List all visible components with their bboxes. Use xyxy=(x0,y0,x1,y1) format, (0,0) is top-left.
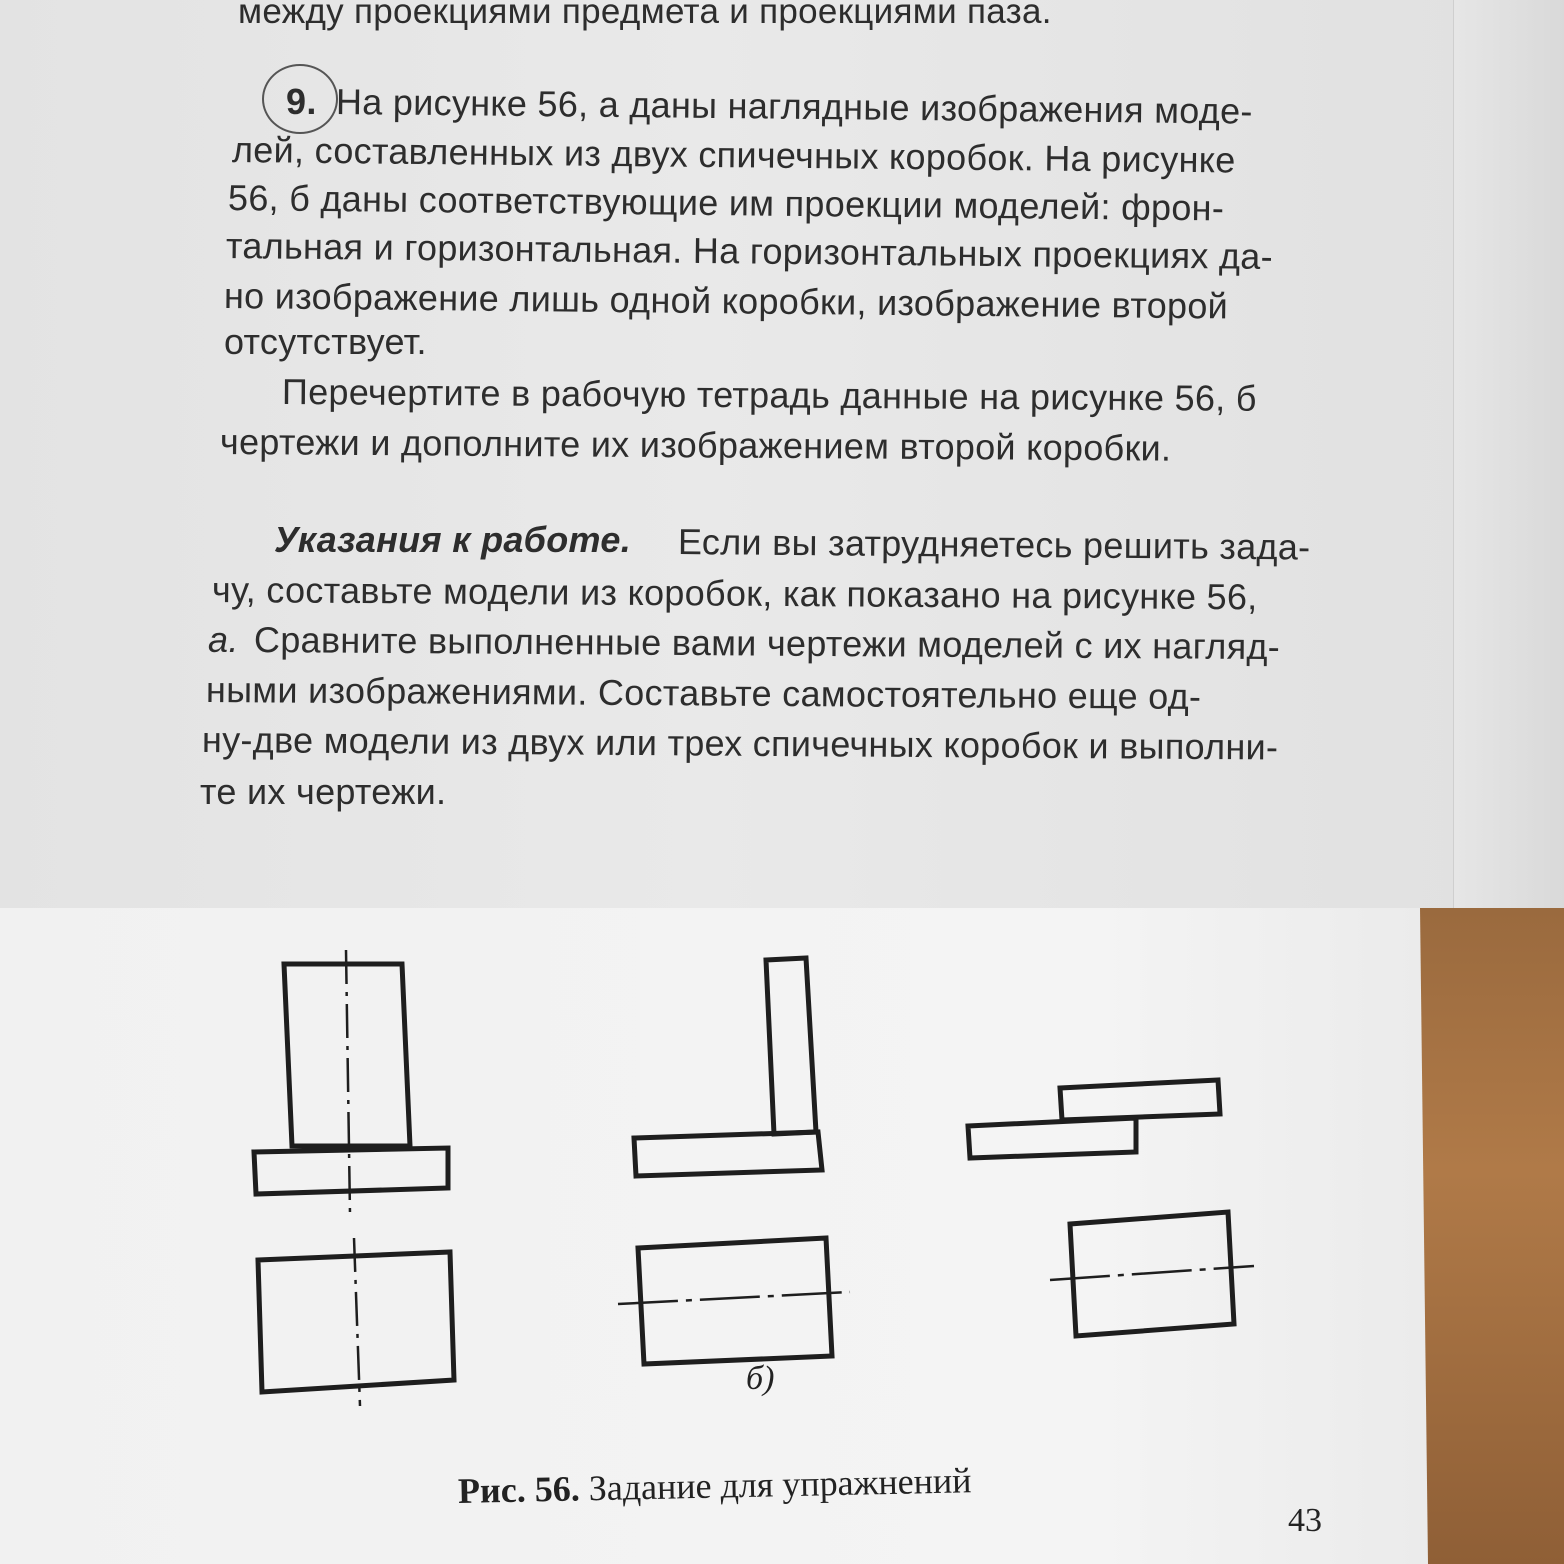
page-number: 43 xyxy=(1288,1502,1322,1539)
text-line-9: чертежи и дополните их изображением второй коробки. xyxy=(219,421,1172,469)
text-line-2: На рисунке 56, а даны наглядные изображения моде- xyxy=(335,81,1253,132)
text-line-7: отсутствует. xyxy=(224,321,427,362)
page-edge xyxy=(1453,0,1564,908)
figure-caption-text: Задание для упражнений xyxy=(588,1460,972,1509)
text-line-5: тальная и горизонтальная. На горизонтальных проекциях да- xyxy=(225,225,1274,277)
model-1-axis-top xyxy=(354,1238,360,1406)
model-3-upper-box xyxy=(1060,1080,1220,1120)
model-2-top-view xyxy=(618,1238,850,1364)
model-2-base-box xyxy=(634,1132,822,1176)
text-line-13: а. xyxy=(208,619,239,660)
model-3-axis-top xyxy=(1050,1266,1254,1280)
model-3-front-view xyxy=(968,1080,1220,1158)
model-3-top-view xyxy=(1050,1212,1254,1336)
figure-sublabel: б) xyxy=(746,1360,775,1397)
exercise-number: 9. xyxy=(286,81,317,122)
text-line-6: но изображение лишь одной коробки, изображение второй xyxy=(223,275,1229,327)
model-2-front-view xyxy=(634,958,822,1176)
text-line-4: 56, б даны соответствующие им проекции моделей: фрон- xyxy=(227,177,1225,229)
figure-caption-number: Рис. 56. xyxy=(457,1468,581,1511)
model-1-top-view xyxy=(258,1238,454,1406)
instructions-heading: Указания к работе. xyxy=(274,519,632,560)
model-1-axis-front xyxy=(346,950,350,1214)
model-1-base-box xyxy=(254,1148,448,1194)
text-line-15: ными изображениями. Составьте самостоятельно еще од- xyxy=(205,669,1202,717)
model-3-lower-box xyxy=(968,1118,1136,1158)
text-line-8: Перечертите в рабочую тетрадь данные на рисунке 56, б xyxy=(281,371,1257,419)
text-line-14: Сравните выполненные вами чертежи моделей с их нагляд- xyxy=(253,619,1281,668)
model-2-axis-top xyxy=(618,1292,850,1304)
text-line-12: чу, составьте модели из коробок, как показано на рисунке 56, xyxy=(211,569,1258,618)
model-1-tall-box xyxy=(284,964,410,1146)
model-1-front-view xyxy=(254,950,448,1214)
text-line-16: ну-две модели из двух или трех спичечных коробок и выполни- xyxy=(201,719,1279,768)
text-line-17: те их чертежи. xyxy=(200,771,447,812)
model-2-upright-box xyxy=(766,958,816,1134)
text-line-11: Если вы затрудняетесь решить зада- xyxy=(677,521,1311,568)
text-line-3: лей, составленных из двух спичечных коробок. На рисунке xyxy=(231,129,1236,181)
text-line-0: между проекциями предмета и проекциями паза. xyxy=(238,0,1052,31)
